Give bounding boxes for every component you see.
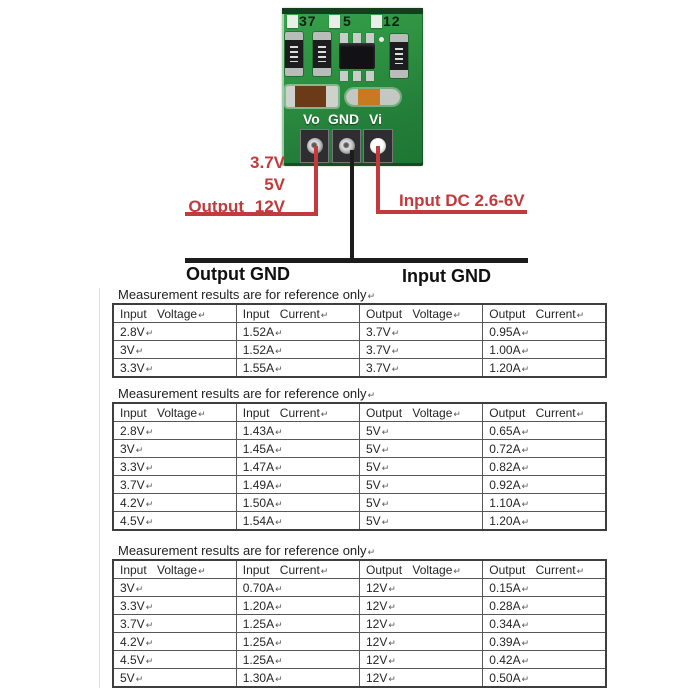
table-cell: 1.25A↵ bbox=[236, 651, 359, 669]
return-mark: ↵ bbox=[320, 309, 329, 320]
ic-pin bbox=[353, 33, 361, 43]
return-mark: ↵ bbox=[521, 583, 530, 594]
return-mark: ↵ bbox=[275, 363, 283, 374]
table-cell: 1.43A↵ bbox=[236, 422, 359, 440]
table-row bbox=[113, 579, 606, 597]
ic-pin bbox=[353, 71, 361, 81]
header-row bbox=[113, 560, 606, 579]
return-mark: ↵ bbox=[388, 655, 396, 666]
column-header: Input Current↵ bbox=[236, 304, 359, 323]
table-cell: 3.3V↵ bbox=[113, 359, 236, 378]
table-cell: 5V↵ bbox=[113, 669, 236, 688]
column-header: Output Voltage↵ bbox=[360, 304, 483, 323]
table-cell: 0.82A↵ bbox=[483, 458, 606, 476]
output-option-12v: Output 12V bbox=[188, 197, 285, 216]
return-mark: ↵ bbox=[388, 601, 396, 612]
table-row bbox=[113, 512, 606, 531]
return-mark: ↵ bbox=[521, 480, 530, 491]
return-mark: ↵ bbox=[521, 327, 530, 338]
table-cell: 12V↵ bbox=[360, 633, 483, 651]
return-mark: ↵ bbox=[275, 426, 283, 437]
gnd-wire-vertical bbox=[350, 150, 354, 262]
return-mark: ↵ bbox=[198, 565, 206, 576]
return-mark: ↵ bbox=[320, 565, 329, 576]
return-mark: ↵ bbox=[521, 363, 530, 374]
return-mark: ↵ bbox=[275, 480, 283, 491]
table-cell: 5V↵ bbox=[360, 458, 483, 476]
return-mark: ↵ bbox=[275, 583, 283, 594]
table-cell: 0.72A↵ bbox=[483, 440, 606, 458]
table-cell: 1.20A↵ bbox=[483, 512, 606, 531]
ic-chip bbox=[337, 32, 377, 82]
table-cell: 12V↵ bbox=[360, 669, 483, 688]
table-row bbox=[113, 651, 606, 669]
return-mark: ↵ bbox=[521, 673, 530, 684]
return-mark: ↵ bbox=[135, 345, 144, 356]
ic-pin bbox=[366, 33, 374, 43]
table-cell: 3.7V↵ bbox=[360, 359, 483, 378]
table-cell: 1.10A↵ bbox=[483, 494, 606, 512]
column-header: Output Voltage↵ bbox=[360, 403, 483, 422]
return-mark: ↵ bbox=[576, 309, 585, 320]
ic-body bbox=[339, 43, 375, 69]
table-cell: 1.50A↵ bbox=[236, 494, 359, 512]
return-mark: ↵ bbox=[521, 655, 530, 666]
table-row bbox=[113, 494, 606, 512]
return-mark: ↵ bbox=[391, 345, 400, 356]
table-title: Measurement results are for reference only↵ bbox=[118, 287, 376, 302]
input-wire-vertical bbox=[376, 146, 380, 214]
pin-label-gnd: GND bbox=[328, 111, 360, 127]
return-mark: ↵ bbox=[521, 637, 530, 648]
table-cell: 3.3V↵ bbox=[113, 458, 236, 476]
table-cell: 0.28A↵ bbox=[483, 597, 606, 615]
return-mark: ↵ bbox=[381, 480, 390, 491]
return-mark: ↵ bbox=[391, 327, 400, 338]
return-mark: ↵ bbox=[453, 408, 461, 419]
return-mark: ↵ bbox=[521, 498, 530, 509]
column-header: Input Current↵ bbox=[236, 403, 359, 422]
table-row bbox=[113, 458, 606, 476]
header-row bbox=[113, 304, 606, 323]
table-cell: 0.34A↵ bbox=[483, 615, 606, 633]
return-mark: ↵ bbox=[391, 363, 400, 374]
table-row bbox=[113, 615, 606, 633]
table-cell: 3.7V↵ bbox=[360, 341, 483, 359]
table-cell: 1.54A↵ bbox=[236, 512, 359, 531]
return-mark: ↵ bbox=[275, 327, 283, 338]
return-mark: ↵ bbox=[388, 637, 396, 648]
capacitor-inductor bbox=[346, 89, 400, 105]
return-mark: ↵ bbox=[453, 565, 461, 576]
table-cell: 1.25A↵ bbox=[236, 633, 359, 651]
return-mark: ↵ bbox=[521, 444, 530, 455]
return-mark: ↵ bbox=[576, 565, 585, 576]
solder-pad-gnd bbox=[332, 129, 361, 163]
table-cell: 3V↵ bbox=[113, 440, 236, 458]
return-mark: ↵ bbox=[388, 619, 396, 630]
return-mark: ↵ bbox=[275, 673, 283, 684]
input-range-label: Input DC 2.6-6V bbox=[399, 191, 525, 210]
column-header: Output Current↵ bbox=[483, 403, 606, 422]
output-voltage-options bbox=[185, 152, 285, 218]
table-cell: 3.7V↵ bbox=[113, 615, 236, 633]
header-row bbox=[113, 403, 606, 422]
table-title: Measurement results are for reference only↵ bbox=[118, 386, 376, 401]
table-cell: 2.8V↵ bbox=[113, 323, 236, 341]
return-mark: ↵ bbox=[135, 583, 144, 594]
column-header: Input Voltage↵ bbox=[113, 304, 236, 323]
return-mark: ↵ bbox=[381, 516, 390, 527]
table-row bbox=[113, 422, 606, 440]
return-mark: ↵ bbox=[145, 637, 154, 648]
table-cell: 5V↵ bbox=[360, 512, 483, 531]
table-cell: 4.2V↵ bbox=[113, 494, 236, 512]
return-mark: ↵ bbox=[275, 498, 283, 509]
column-header: Output Current↵ bbox=[483, 304, 606, 323]
measurement-block bbox=[112, 288, 606, 378]
return-mark: ↵ bbox=[275, 601, 283, 612]
pcb-module-photo bbox=[282, 8, 423, 166]
ic-pin bbox=[340, 71, 348, 81]
return-mark: ↵ bbox=[145, 426, 154, 437]
return-mark: ↵ bbox=[381, 462, 390, 473]
resistor-component bbox=[313, 32, 331, 76]
table-cell: 0.70A↵ bbox=[236, 579, 359, 597]
output-gnd-label: Output GND bbox=[186, 264, 290, 284]
return-mark: ↵ bbox=[275, 516, 283, 527]
table-cell: 1.30A↵ bbox=[236, 669, 359, 688]
measurement-table bbox=[112, 559, 607, 688]
table-cell: 2.8V↵ bbox=[113, 422, 236, 440]
return-mark: ↵ bbox=[145, 462, 154, 473]
jumper-pad-12v bbox=[371, 15, 382, 28]
return-mark: ↵ bbox=[320, 408, 329, 419]
return-mark: ↵ bbox=[576, 408, 585, 419]
measurement-table bbox=[112, 402, 607, 531]
return-mark: ↵ bbox=[275, 444, 283, 455]
ic-pin bbox=[366, 71, 374, 81]
return-mark: ↵ bbox=[145, 619, 154, 630]
column-header: Output Current↵ bbox=[483, 560, 606, 579]
return-mark: ↵ bbox=[145, 516, 154, 527]
jumper-label-3v7: 37 bbox=[299, 13, 317, 29]
table-cell: 3.3V↵ bbox=[113, 597, 236, 615]
jumper-label-12v: 12 bbox=[383, 13, 401, 29]
capacitor-tantalum bbox=[286, 86, 338, 107]
table-cell: 1.00A↵ bbox=[483, 341, 606, 359]
column-header: Output Voltage↵ bbox=[360, 560, 483, 579]
return-mark: ↵ bbox=[521, 345, 530, 356]
table-cell: 4.5V↵ bbox=[113, 512, 236, 531]
column-header: Input Current↵ bbox=[236, 560, 359, 579]
jumper-pad-3v7 bbox=[287, 15, 298, 28]
return-mark: ↵ bbox=[367, 390, 376, 400]
column-header: Input Voltage↵ bbox=[113, 403, 236, 422]
table-cell: 5V↵ bbox=[360, 476, 483, 494]
return-mark: ↵ bbox=[381, 498, 390, 509]
table-cell: 1.49A↵ bbox=[236, 476, 359, 494]
table-row bbox=[113, 323, 606, 341]
table-cell: 3V↵ bbox=[113, 579, 236, 597]
pin-labels bbox=[282, 111, 423, 127]
table-cell: 3.7V↵ bbox=[360, 323, 483, 341]
return-mark: ↵ bbox=[198, 408, 206, 419]
return-mark: ↵ bbox=[275, 345, 283, 356]
table-cell: 12V↵ bbox=[360, 579, 483, 597]
pin-label-vi: Vi bbox=[369, 111, 382, 127]
column-header: Input Voltage↵ bbox=[113, 560, 236, 579]
measurement-block bbox=[112, 544, 606, 688]
table-row bbox=[113, 440, 606, 458]
return-mark: ↵ bbox=[145, 498, 154, 509]
table-cell: 1.20A↵ bbox=[236, 597, 359, 615]
page-margin-line bbox=[99, 288, 100, 688]
return-mark: ↵ bbox=[381, 426, 390, 437]
return-mark: ↵ bbox=[388, 583, 396, 594]
table-row bbox=[113, 476, 606, 494]
return-mark: ↵ bbox=[275, 619, 283, 630]
return-mark: ↵ bbox=[388, 673, 396, 684]
table-row bbox=[113, 341, 606, 359]
return-mark: ↵ bbox=[275, 462, 283, 473]
return-mark: ↵ bbox=[145, 480, 154, 491]
table-row bbox=[113, 597, 606, 615]
table-cell: 0.39A↵ bbox=[483, 633, 606, 651]
table-cell: 12V↵ bbox=[360, 615, 483, 633]
table-cell: 4.2V↵ bbox=[113, 633, 236, 651]
return-mark: ↵ bbox=[275, 655, 283, 666]
table-cell: 5V↵ bbox=[360, 494, 483, 512]
table-row bbox=[113, 633, 606, 651]
return-mark: ↵ bbox=[135, 444, 144, 455]
return-mark: ↵ bbox=[145, 655, 154, 666]
table-row bbox=[113, 359, 606, 378]
table-cell: 3.7V↵ bbox=[113, 476, 236, 494]
table-cell: 0.15A↵ bbox=[483, 579, 606, 597]
table-cell: 1.55A↵ bbox=[236, 359, 359, 378]
table-cell: 1.45A↵ bbox=[236, 440, 359, 458]
table-cell: 12V↵ bbox=[360, 651, 483, 669]
gnd-wire-horizontal bbox=[185, 258, 528, 263]
table-cell: 1.25A↵ bbox=[236, 615, 359, 633]
return-mark: ↵ bbox=[521, 462, 530, 473]
jumper-label-5v: 5 bbox=[343, 13, 352, 29]
table-cell: 12V↵ bbox=[360, 597, 483, 615]
table-cell: 1.47A↵ bbox=[236, 458, 359, 476]
jumper-pad-5v bbox=[329, 15, 340, 28]
table-cell: 0.65A↵ bbox=[483, 422, 606, 440]
table-cell: 1.20A↵ bbox=[483, 359, 606, 378]
table-cell: 5V↵ bbox=[360, 422, 483, 440]
table-title: Measurement results are for reference only↵ bbox=[118, 543, 376, 558]
output-wire-vertical bbox=[314, 146, 318, 216]
output-option-5v: 5V bbox=[264, 175, 285, 194]
return-mark: ↵ bbox=[367, 547, 376, 557]
table-cell: 4.5V↵ bbox=[113, 651, 236, 669]
return-mark: ↵ bbox=[145, 363, 154, 374]
return-mark: ↵ bbox=[381, 444, 390, 455]
return-mark: ↵ bbox=[521, 619, 530, 630]
output-option-3v7: 3.7V bbox=[250, 153, 285, 172]
table-cell: 5V↵ bbox=[360, 440, 483, 458]
table-cell: 1.52A↵ bbox=[236, 341, 359, 359]
measurement-table bbox=[112, 303, 607, 378]
table-cell: 1.52A↵ bbox=[236, 323, 359, 341]
table-cell: 0.95A↵ bbox=[483, 323, 606, 341]
pin-label-vo: Vo bbox=[303, 111, 320, 127]
return-mark: ↵ bbox=[521, 601, 530, 612]
return-mark: ↵ bbox=[521, 426, 530, 437]
return-mark: ↵ bbox=[135, 673, 144, 684]
table-row bbox=[113, 669, 606, 688]
return-mark: ↵ bbox=[198, 309, 206, 320]
resistor-component bbox=[390, 34, 408, 78]
table-cell: 3V↵ bbox=[113, 341, 236, 359]
return-mark: ↵ bbox=[275, 637, 283, 648]
table-cell: 0.92A↵ bbox=[483, 476, 606, 494]
measurement-block bbox=[112, 387, 606, 531]
return-mark: ↵ bbox=[367, 291, 376, 301]
resistor-component bbox=[285, 32, 303, 76]
table-cell: 0.50A↵ bbox=[483, 669, 606, 688]
return-mark: ↵ bbox=[145, 601, 154, 612]
silkscreen-dot bbox=[379, 37, 384, 42]
ic-pin bbox=[340, 33, 348, 43]
return-mark: ↵ bbox=[521, 516, 530, 527]
return-mark: ↵ bbox=[453, 309, 461, 320]
table-cell: 0.42A↵ bbox=[483, 651, 606, 669]
input-gnd-label: Input GND bbox=[402, 266, 491, 286]
return-mark: ↵ bbox=[145, 327, 154, 338]
